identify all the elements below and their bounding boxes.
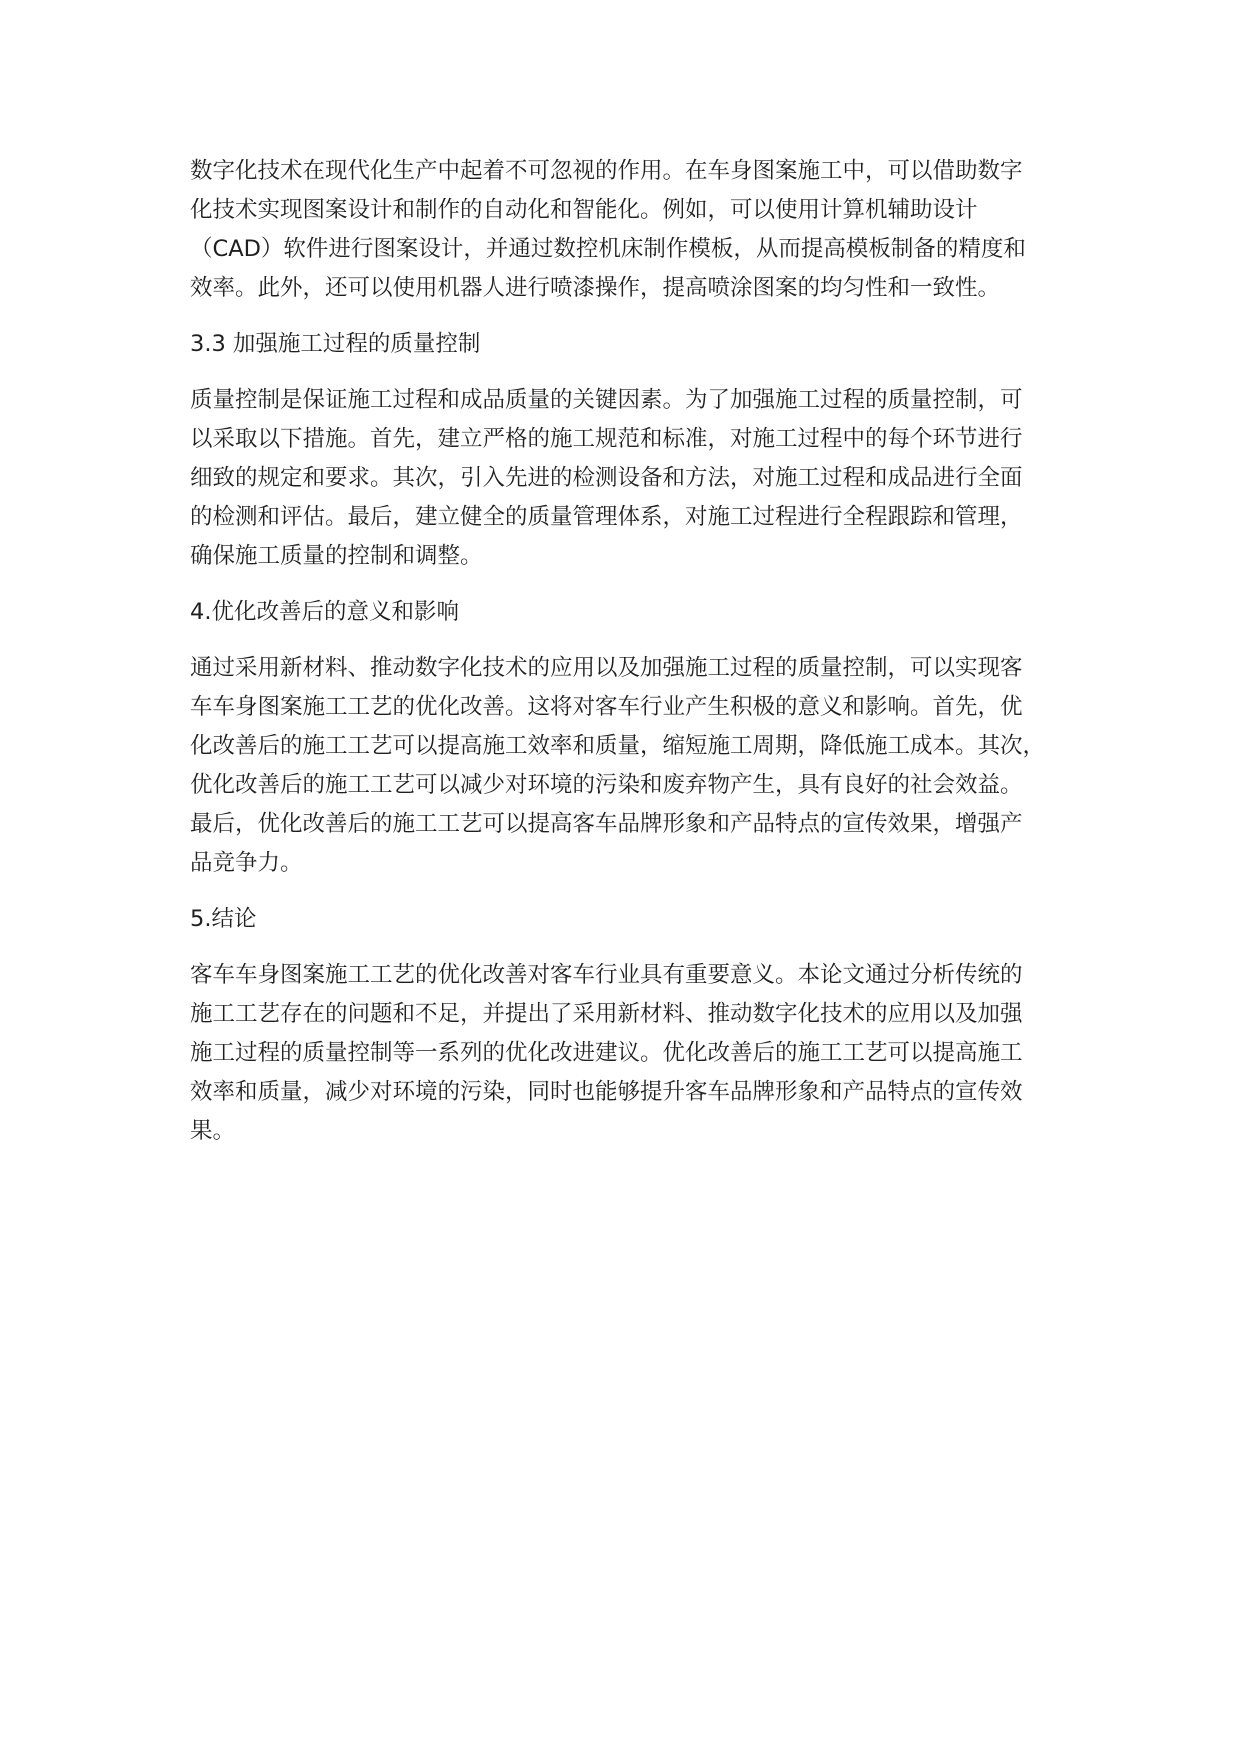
paragraph-line: 果。 (190, 1118, 236, 1144)
paragraph-quality-control (190, 381, 1052, 576)
paragraph-line: 最后，优化改善后的施工工艺可以提高客车品牌形象和产品特点的宣传效果，增强产 (190, 811, 1023, 837)
paragraph-line: 通过采用新材料、推动数字化技术的应用以及加强施工过程的质量控制，可以实现客 (190, 655, 1023, 681)
paragraph-line: （CAD）软件进行图案设计，并通过数控机床制作模板，从而提高模板制备的精度和 (190, 236, 1026, 262)
paragraph-significance (190, 649, 1052, 883)
paragraph-line: 细致的规定和要求。其次，引入先进的检测设备和方法，对施工过程和成品进行全面 (190, 465, 1023, 491)
paragraph-line: 效率和质量，减少对环境的污染，同时也能够提升客车品牌形象和产品特点的宣传效 (190, 1079, 1023, 1105)
paragraph-digital-tech (190, 152, 1052, 308)
paragraph-line: 车车身图案施工工艺的优化改善。这将对客车行业产生积极的意义和影响。首先，优 (190, 694, 1023, 720)
section-heading-5: 5.结论 (190, 906, 257, 932)
paragraph-line: 施工工艺存在的问题和不足，并提出了采用新材料、推动数字化技术的应用以及加强 (190, 1001, 1023, 1027)
paragraph-line: 客车车身图案施工工艺的优化改善对客车行业具有重要意义。本论文通过分析传统的 (190, 962, 1023, 988)
paragraph-line: 化改善后的施工工艺可以提高施工效率和质量，缩短施工周期，降低施工成本。其次， (190, 733, 1046, 759)
paragraph-line: 质量控制是保证施工过程和成品质量的关键因素。为了加强施工过程的质量控制，可 (190, 387, 1023, 413)
paragraph-line: 确保施工质量的控制和调整。 (190, 543, 483, 569)
paragraph-line: 数字化技术在现代化生产中起着不可忽视的作用。在车身图案施工中，可以借助数字 (190, 158, 1023, 184)
section-heading-4: 4.优化改善后的意义和影响 (190, 599, 459, 625)
paragraph-line: 优化改善后的施工工艺可以减少对环境的污染和废弃物产生，具有良好的社会效益。 (190, 772, 1023, 798)
paragraph-line: 化技术实现图案设计和制作的自动化和智能化。例如，可以使用计算机辅助设计 (190, 197, 978, 223)
paragraph-line: 效率。此外，还可以使用机器人进行喷漆操作，提高喷涂图案的均匀性和一致性。 (190, 275, 1001, 301)
document-page (190, 152, 1052, 1168)
section-heading-3-3: 3.3 加强施工过程的质量控制 (190, 331, 481, 357)
paragraph-line: 的检测和评估。最后，建立健全的质量管理体系，对施工过程进行全程跟踪和管理， (190, 504, 1023, 530)
paragraph-line: 以采取以下措施。首先，建立严格的施工规范和标准，对施工过程中的每个环节进行 (190, 426, 1023, 452)
paragraph-conclusion (190, 956, 1052, 1151)
paragraph-line: 施工过程的质量控制等一系列的优化改进建议。优化改善后的施工工艺可以提高施工 (190, 1040, 1023, 1066)
paragraph-line: 品竞争力。 (190, 850, 303, 876)
